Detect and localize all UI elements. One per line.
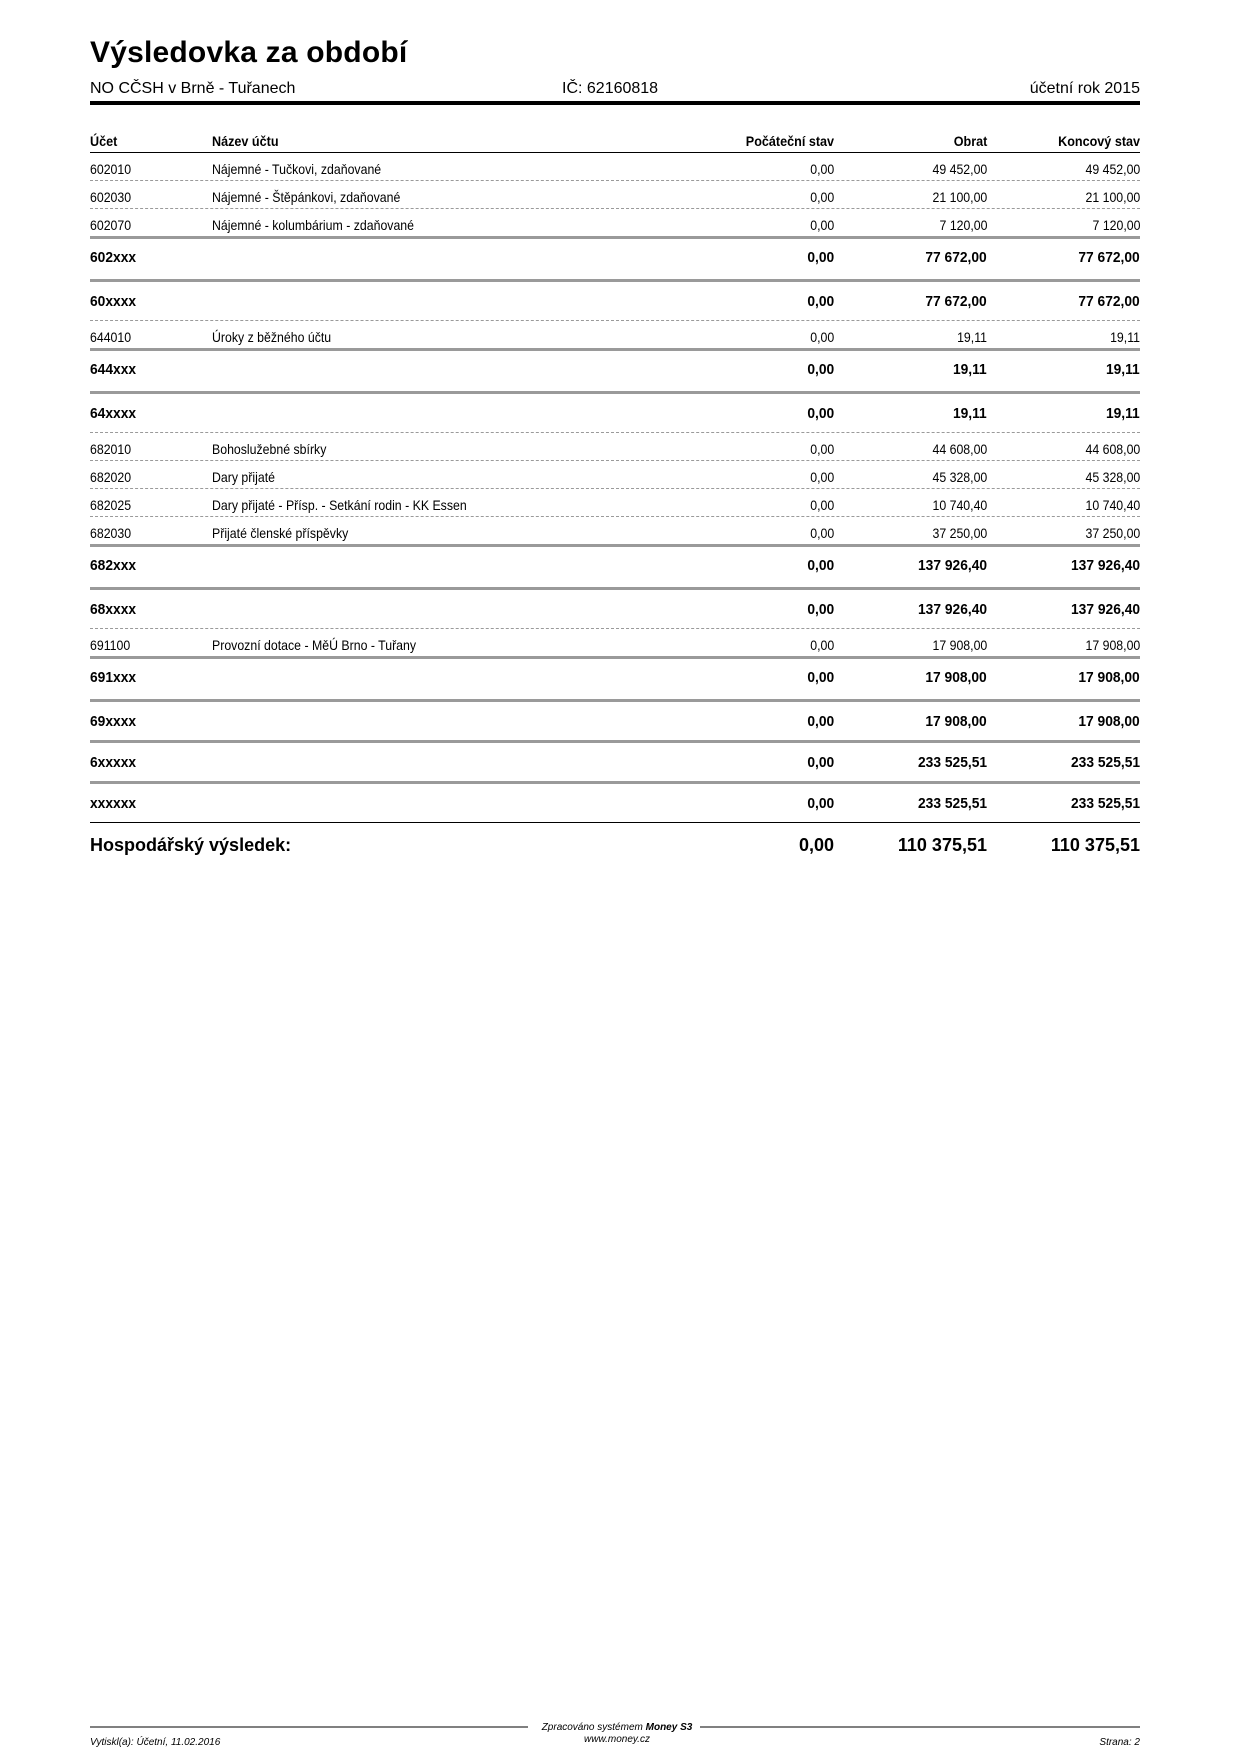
cell-account: 691100 — [90, 637, 131, 653]
cell-final: 17 908,00 — [1078, 669, 1140, 686]
column-header-turnover: Obrat — [953, 133, 987, 149]
cell-final: 19,11 — [1106, 405, 1140, 422]
cell-final: 137 926,40 — [1070, 601, 1140, 618]
cell-turnover: 44 608,00 — [932, 441, 987, 457]
cell-name: Nájemné - kolumbárium - zdaňované — [212, 217, 415, 233]
cell-account: 691xxx — [90, 669, 137, 686]
cell-initial: 0,00 — [807, 557, 834, 574]
cell-final: 77 672,00 — [1078, 249, 1140, 266]
column-header-final: Koncový stav — [1058, 133, 1140, 149]
cell-initial: 0,00 — [810, 189, 834, 205]
cell-turnover: 137 926,40 — [917, 601, 987, 618]
grand-total-row — [90, 784, 1140, 823]
table-row — [90, 629, 1140, 656]
cell-turnover: 49 452,00 — [932, 161, 987, 177]
cell-name: Dary přijaté - Přísp. - Setkání rodin - KK Essen — [212, 497, 467, 513]
cell-final: 10 740,40 — [1085, 497, 1140, 513]
cell-final: 19,11 — [1110, 329, 1140, 345]
cell-final: 37 250,00 — [1085, 525, 1140, 541]
table-body — [90, 153, 1140, 865]
cell-turnover: 21 100,00 — [932, 189, 987, 205]
result-turnover: 110 375,51 — [897, 835, 987, 855]
cell-turnover: 77 672,00 — [925, 293, 987, 310]
cell-initial: 0,00 — [807, 293, 834, 310]
fiscal-year: účetní rok 2015 — [1029, 80, 1140, 97]
class-total-row — [90, 743, 1140, 784]
cell-account: 602010 — [90, 161, 132, 177]
result-label: Hospodářský výsledek: — [90, 835, 292, 855]
cell-account: 682010 — [90, 441, 132, 457]
cell-turnover: 19,11 — [957, 329, 987, 345]
group-total-row — [90, 590, 1140, 629]
cell-final: 137 926,40 — [1070, 557, 1140, 574]
cell-account: 682020 — [90, 469, 132, 485]
cell-initial: 0,00 — [807, 601, 834, 618]
cell-final: 21 100,00 — [1085, 189, 1140, 205]
cell-turnover: 10 740,40 — [932, 497, 987, 513]
cell-final: 44 608,00 — [1085, 441, 1140, 457]
column-header-name: Název účtu — [212, 133, 279, 149]
cell-turnover: 77 672,00 — [925, 249, 987, 266]
group-total-row — [90, 702, 1140, 743]
group-total-row — [90, 282, 1140, 321]
cell-account: 602xxx — [90, 249, 137, 266]
footer-printed: Vytiskl(a): Účetní, 11.02.2016 — [90, 1737, 221, 1748]
result-final: 110 375,51 — [1050, 835, 1140, 855]
cell-turnover: 17 908,00 — [925, 669, 987, 686]
cell-account: 602030 — [90, 189, 132, 205]
footer-website[interactable]: www.money.cz — [584, 1734, 650, 1745]
cell-account: 69xxxx — [90, 713, 137, 730]
subtotal-row — [90, 544, 1140, 590]
organization-name: NO CČSH v Brně - Tuřanech — [90, 80, 296, 97]
cell-initial: 0,00 — [810, 217, 834, 233]
cell-initial: 0,00 — [810, 441, 834, 457]
column-header-initial: Počáteční stav — [745, 133, 834, 149]
cell-turnover: 233 525,51 — [917, 795, 987, 812]
cell-name: Nájemné - Tučkovi, zdaňované — [212, 161, 382, 177]
cell-initial: 0,00 — [810, 329, 834, 345]
cell-account: 682025 — [90, 497, 132, 513]
table-row — [90, 153, 1140, 181]
cell-name: Úroky z běžného účtu — [212, 329, 332, 345]
cell-name: Provozní dotace - MěÚ Brno - Tuřany — [212, 637, 417, 653]
page-title: Výsledovka za období — [90, 36, 408, 69]
result-initial: 0,00 — [798, 835, 834, 855]
cell-final: 19,11 — [1106, 361, 1140, 378]
subtotal-row — [90, 656, 1140, 702]
subtotal-row — [90, 348, 1140, 394]
cell-initial: 0,00 — [807, 713, 834, 730]
cell-final: 17 908,00 — [1078, 713, 1140, 730]
header-rule — [90, 101, 1140, 105]
cell-turnover: 37 250,00 — [932, 525, 987, 541]
subtotal-row — [90, 236, 1140, 282]
cell-turnover: 19,11 — [953, 405, 987, 422]
cell-initial: 0,00 — [807, 795, 834, 812]
company-id: IČ: 62160818 — [562, 80, 659, 97]
cell-account: 682030 — [90, 525, 132, 541]
cell-turnover: 45 328,00 — [932, 469, 987, 485]
result-row — [90, 823, 1140, 865]
cell-account: 644010 — [90, 329, 132, 345]
income-statement-table — [90, 120, 1140, 865]
cell-initial: 0,00 — [807, 669, 834, 686]
cell-final: 7 120,00 — [1092, 217, 1140, 233]
cell-turnover: 7 120,00 — [939, 217, 987, 233]
cell-account: 644xxx — [90, 361, 137, 378]
cell-turnover: 17 908,00 — [932, 637, 987, 653]
cell-name: Nájemné - Štěpánkovi, zdaňované — [212, 189, 401, 205]
table-row — [90, 489, 1140, 517]
table-row — [90, 461, 1140, 489]
cell-name: Dary přijaté — [212, 469, 276, 485]
cell-initial: 0,00 — [810, 637, 834, 653]
cell-account: 64xxxx — [90, 405, 137, 422]
cell-initial: 0,00 — [807, 249, 834, 266]
table-row — [90, 433, 1140, 461]
cell-final: 17 908,00 — [1085, 637, 1140, 653]
table-row — [90, 517, 1140, 544]
cell-turnover: 233 525,51 — [917, 754, 987, 771]
cell-turnover: 17 908,00 — [925, 713, 987, 730]
report-subheader — [90, 80, 1140, 100]
cell-name: Přijaté členské příspěvky — [212, 525, 349, 541]
footer-system: Zpracováno systémem Money S3 — [541, 1722, 693, 1733]
cell-account: 60xxxx — [90, 293, 137, 310]
cell-account: 6xxxxx — [90, 754, 137, 771]
cell-final: 45 328,00 — [1085, 469, 1140, 485]
cell-name: Bohoslužebné sbírky — [212, 441, 327, 457]
cell-initial: 0,00 — [807, 405, 834, 422]
cell-initial: 0,00 — [810, 161, 834, 177]
cell-initial: 0,00 — [810, 497, 834, 513]
cell-account: 682xxx — [90, 557, 137, 574]
cell-initial: 0,00 — [810, 525, 834, 541]
cell-account: xxxxxx — [90, 795, 137, 812]
table-row — [90, 321, 1140, 348]
table-header — [90, 120, 1140, 153]
cell-account: 68xxxx — [90, 601, 137, 618]
group-total-row — [90, 394, 1140, 433]
cell-turnover: 137 926,40 — [917, 557, 987, 574]
table-row — [90, 209, 1140, 236]
column-header-account: Účet — [90, 133, 118, 149]
footer-page-number: Strana: 2 — [1099, 1737, 1140, 1748]
cell-final: 233 525,51 — [1070, 754, 1140, 771]
table-row — [90, 181, 1140, 209]
cell-account: 602070 — [90, 217, 132, 233]
cell-initial: 0,00 — [807, 754, 834, 771]
cell-turnover: 19,11 — [953, 361, 987, 378]
cell-final: 233 525,51 — [1070, 795, 1140, 812]
cell-final: 77 672,00 — [1078, 293, 1140, 310]
cell-final: 49 452,00 — [1085, 161, 1140, 177]
cell-initial: 0,00 — [810, 469, 834, 485]
cell-initial: 0,00 — [807, 361, 834, 378]
